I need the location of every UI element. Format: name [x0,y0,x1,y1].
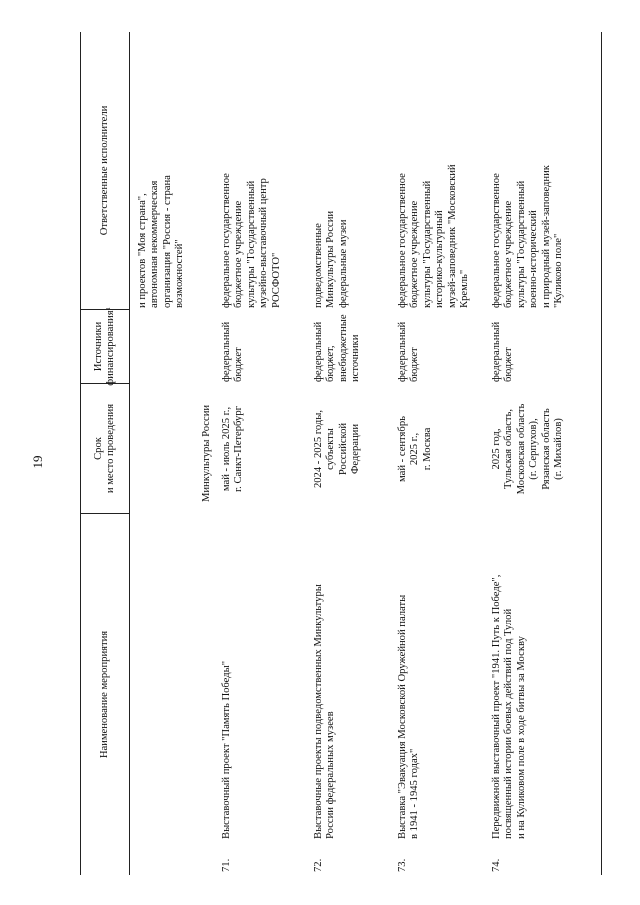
row-74-responsible: федеральное государственное бюджетное учреждение культуры "Государственный военно-исторический и природный музей-заповедник "Куликово поле" [491,165,565,308]
row-74-funding: федеральный бюджет [491,321,515,382]
row-71-date: май - июль 2025 г., г. Санкт-Петербург [221,406,245,492]
row-73-name: Выставка "Эвакуация Московской Оружейной палаты в 1941 - 1945 годах" [397,594,421,839]
header-funding [81,307,129,386]
row-71-responsible: федеральное государственное бюджетное учреждение культуры "Государственный музейно-выставочный центр РОСФОТО" [221,173,282,308]
row-72-number: 72. [313,858,324,872]
table-header [81,32,130,875]
row-71-name: Выставочный проект "Память Победы" [221,660,232,839]
row-71-funding: федеральный бюджет [221,321,245,382]
row-71-number: 71. [221,858,232,872]
row-72-funding: федеральный бюджет, внебюджетные источники [313,314,362,382]
row-72-date: 2024 - 2025 годы, субъекты Российской Федерации [313,409,362,489]
row-73-responsible: федеральное государственное бюджетное учреждение культуры "Государственный историко-культурный музей-заповедник "Московский Кремль" [397,164,471,308]
measures-table [80,32,602,875]
header-responsible: Ответственные исполнители [81,32,129,310]
row-72-responsible: подведомственные Минкультуры России федеральные музеи [313,210,349,308]
header-funding-text: Источники финансирования¹ [92,307,116,386]
section-title: Минкультуры России [201,404,212,503]
page-number: 19 [30,455,45,469]
row-73-funding: федеральный бюджет [397,321,421,382]
continuation-responsible: и проектов "Моя страна", автономная некоммерческая организация "Россия - страна возможностей" [137,175,186,308]
row-73-date: май - сентябрь 2025 г., г. Москва [397,416,433,482]
row-72-name: Выставочные проекты подведомственных Минкультуры России федеральных музеев [313,584,337,839]
row-74-name: Передвижной выставочный проект "1941. Путь к Победе", посвященный истории боевых действий под Тулой и на Куликовом поле в ходе битвы за Москву [491,574,527,839]
row-73-number: 73. [397,858,408,872]
header-date-text: Срок и место проведения [92,403,116,494]
header-name: Наименование мероприятия [98,630,110,759]
header-date [81,384,129,514]
row-74-date: 2025 год, Тульская область, Московская область (г. Серпухов), Рязанская область (г. Михайлов) [491,403,565,495]
row-74-number: 74. [491,858,502,872]
